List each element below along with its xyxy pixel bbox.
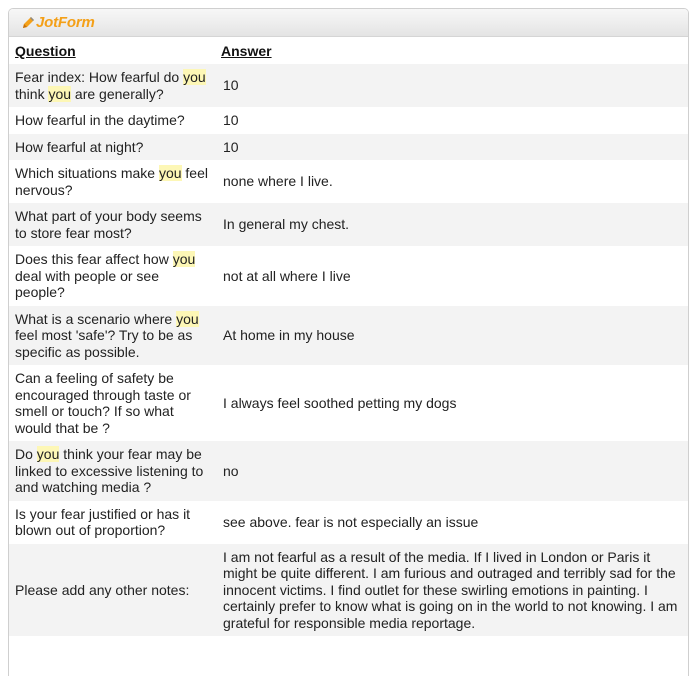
- pencil-icon: [21, 16, 35, 30]
- answer-cell: 10: [223, 112, 239, 128]
- search-highlight: you: [158, 165, 182, 181]
- question-cell: Can a feeling of safety be encouraged through taste or smell or touch? If so what would that be ?: [15, 370, 191, 436]
- search-highlight: you: [48, 85, 72, 102]
- logo-text: JotForm: [36, 14, 95, 31]
- table-row: [9, 544, 688, 637]
- question-cell: Fear index: How fearful do you think you are generally?: [9, 64, 215, 107]
- table-row: [9, 246, 688, 306]
- answer-column-header: Answer: [221, 43, 272, 59]
- answer-cell: I always feel soothed petting my dogs: [223, 394, 457, 411]
- table-row: [9, 64, 688, 107]
- answer-cell: I am not fearful as a result of the media. If I lived in London or Paris it might be quite different. I am furious and outraged and terribly sad for the innocent victims. I find outlet for these swirling emotions in painting. I certainly prefer to know what is going on in the world to not knowing. I am grateful for responsible media reportage.: [215, 544, 688, 637]
- table-row: [9, 441, 688, 501]
- table-row: [9, 134, 688, 161]
- brand-header: [9, 9, 688, 37]
- table-row: [9, 365, 688, 441]
- qa-table: [9, 37, 688, 636]
- question-cell: How fearful in the daytime?: [15, 112, 185, 128]
- question-cell: Do you think your fear may be linked to excessive listening to and watching media ?: [9, 441, 215, 501]
- table-header-row: [9, 37, 688, 64]
- search-highlight: you: [183, 69, 206, 85]
- answer-cell: 10: [215, 64, 688, 107]
- search-highlight: you: [176, 310, 199, 327]
- question-cell: What part of your body seems to store fear most?: [9, 203, 215, 246]
- answer-cell: 10: [215, 134, 688, 161]
- search-highlight: you: [36, 446, 60, 462]
- table-row: [9, 203, 688, 246]
- answer-cell: In general my chest.: [215, 203, 688, 246]
- table-row: [9, 160, 688, 203]
- answer-cell: no: [215, 441, 688, 501]
- question-cell: How fearful at night?: [9, 134, 215, 161]
- answer-cell: not at all where I live: [223, 267, 351, 284]
- question-cell: Please add any other notes:: [9, 544, 215, 637]
- search-highlight: you: [172, 251, 196, 267]
- answer-cell: see above. fear is not especially an issue: [223, 513, 479, 530]
- table-row: [9, 501, 688, 544]
- question-cell: Does this fear affect how you deal with people or see people?: [15, 251, 196, 300]
- table-row: [9, 107, 688, 134]
- question-cell: Is your fear justified or has it blown out of proportion?: [15, 505, 191, 538]
- question-cell: What is a scenario where you feel most 'safe'? Try to be as specific as possible.: [9, 306, 215, 366]
- question-cell: Which situations make you feel nervous?: [15, 165, 208, 198]
- table-row: [9, 306, 688, 366]
- form-results-panel: [8, 8, 689, 676]
- question-column-header: Question: [15, 43, 76, 59]
- answer-cell: none where I live.: [223, 173, 333, 190]
- answer-cell: At home in my house: [215, 306, 688, 366]
- jotform-logo[interactable]: [21, 14, 95, 31]
